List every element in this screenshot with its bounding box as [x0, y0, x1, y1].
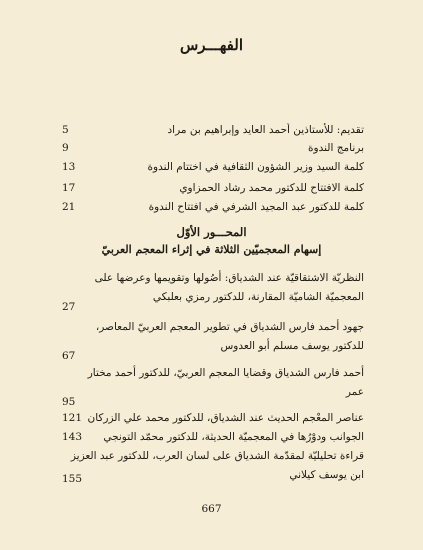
- entry-title: برنامج الندوة: [308, 142, 364, 154]
- toc-entry: [62, 177, 364, 195]
- entry-page: 27: [62, 301, 76, 313]
- entry-page: 5: [62, 124, 69, 136]
- entry-page: 121: [62, 412, 83, 424]
- entry-page: 67: [62, 350, 76, 362]
- entry-page: 95: [62, 396, 76, 408]
- entry-page: 17: [62, 182, 76, 194]
- entry-page: 13: [62, 161, 76, 173]
- entry-page: 9: [62, 142, 69, 154]
- page-number: 667: [201, 503, 222, 515]
- section-subtitle: إسهام المعجميّين الثلاثة في إثراء المعجم العربيّ: [101, 243, 322, 256]
- entry-page: 143: [62, 431, 83, 443]
- entry-title: كلمة الافتتاح للدكتور محمد رشاد الحمزاوي: [179, 182, 364, 194]
- page-title: الفهـــرس: [179, 36, 243, 54]
- entry-page: 21: [62, 201, 76, 213]
- entry-line: عناصر المعْجم الحديث عند الشدياق، للدكتور محمد علي الزركان: [87, 412, 364, 424]
- entry-title: كلمة للدكتور عبد المجيد الشرفي في افتتاح الندوة: [148, 201, 364, 213]
- entry-line: الجوانب ودوْرُها في المعجميّة الحديثة، للدكتور محمّد التونجي: [103, 431, 364, 443]
- entry-line: عمر: [345, 386, 364, 398]
- entry-title: كلمة السيد وزير الشؤون الثقافية في اختتام الندوة: [147, 161, 364, 173]
- toc-entry: [62, 196, 364, 214]
- entry-line: للدكتور يوسف مسلم أبو العدوس: [220, 340, 364, 352]
- entry-line: النظريّة الاشتقاقيّة عند الشدياق: أصُولها وتقويمها وعرضها على: [94, 272, 364, 284]
- entry-title: تقديم: للأستاذين أحمد العايد وإبراهيم بن مراد: [167, 124, 364, 136]
- entry-line: ابن يوسف كيلاني: [289, 469, 364, 481]
- entry-page: 155: [62, 473, 83, 485]
- toc-entry: [62, 156, 364, 174]
- section-title: المحـــور الأوّل: [176, 225, 247, 239]
- entry-line: المعجميّة الشاميّة المقارنة، للدكتور رمزي بعلبكي: [152, 291, 364, 303]
- entry-line: أحمد فارس الشدياق وقضايا المعجم العربيّ، للدكتور أحمد مختار: [87, 367, 364, 379]
- entry-line: قراءة تحليليّة لمقدّمة الشدياق على لسان العرب، للدكتور عبد العزيز: [70, 450, 364, 462]
- toc-entry: [62, 137, 364, 155]
- toc-entry: [62, 119, 364, 137]
- entry-line: جهود أحمد فارس الشدياق في تطوير المعجم العربيّ المعاصر،: [95, 321, 364, 333]
